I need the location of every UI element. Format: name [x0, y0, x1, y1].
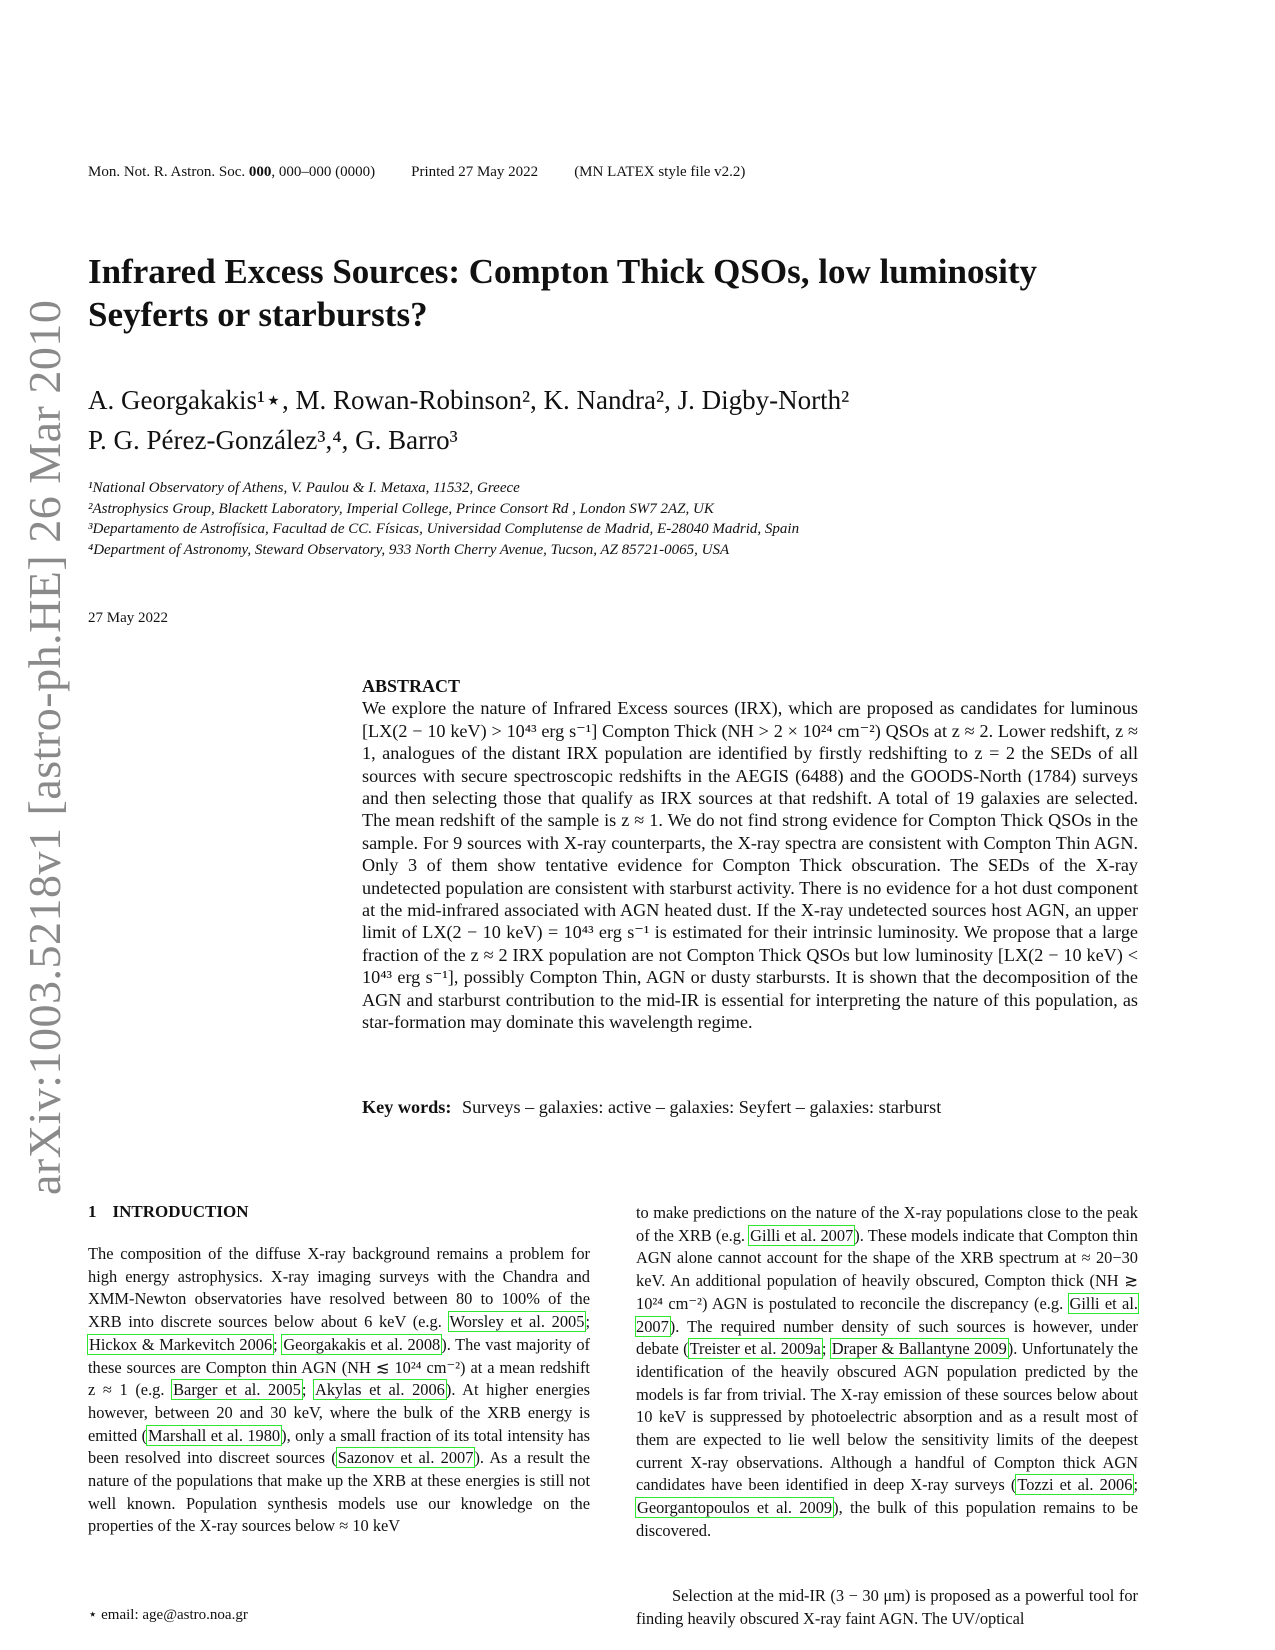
- body-text: ). The vast majority of these sources are Compton thin AGN (NH ≲ 10²⁴ cm⁻²) at a mean redshift z ≈ 1 (e.g.: [88, 1334, 590, 1400]
- footnote: ⋆ email: age@astro.noa.gr: [88, 1607, 248, 1623]
- body-text: ;: [821, 1339, 831, 1359]
- body-text: ). The required number density of such sources is however, under debate (: [636, 1316, 1138, 1359]
- citation-link[interactable]: Marshall et al. 1980: [148, 1425, 281, 1445]
- citation-link[interactable]: Draper & Ballantyne 2009: [831, 1339, 1007, 1359]
- affiliation-1: ¹National Observatory of Athens, V. Paulou & I. Metaxa, 11532, Greece: [88, 480, 520, 496]
- citation-link[interactable]: Georgakakis et al. 2008: [283, 1334, 441, 1354]
- citation-link[interactable]: Sazonov et al. 2007: [337, 1448, 474, 1468]
- volume: 000: [248, 164, 272, 180]
- abstract-block: [362, 675, 1138, 1034]
- body-text: ), the bulk of this population remains to be discovered.: [636, 1498, 1138, 1540]
- body-text: ;: [273, 1334, 283, 1354]
- body-text: The composition of the diffuse X-ray background remains a problem for high energy astrophysics. X-ray imaging surveys with the Chandra and XMM-Newton observatories have resolved between 80 to 100% of the XRB into discrete sources below about 6 keV (e.g.: [88, 1244, 590, 1332]
- section-number: 1: [88, 1202, 97, 1221]
- arxiv-stamp: arXiv:1003.5218v1 [astro-ph.HE] 26 Mar 2010: [19, 299, 70, 1195]
- affiliations: [88, 478, 1188, 560]
- abstract-heading: ABSTRACT: [362, 676, 461, 696]
- affiliation-4: ⁴Department of Astronomy, Steward Observatory, 933 North Cherry Avenue, Tucson, AZ 85721-0065, USA: [88, 541, 730, 558]
- printed-date: Printed 27 May 2022: [411, 164, 539, 180]
- abstract-text: We explore the nature of Infrared Excess sources (IRX), which are proposed as candidates for luminous [LX(2 − 10 keV) > 10⁴³ erg s⁻¹] Compton Thick (NH > 2 × 10²⁴ cm⁻²) QSOs at z ≈ 2. Lower redshift, z ≈ 1, analogues of the distant IRX population are identified by firstly redshifting to z = 2 the SEDs of all sources with secure spectroscopic redshifts in the AEGIS (6488) and the GOODS-North (1784) surveys and then selecting those that qualify as IRX sources at that redshift. A total of 19 galaxies are selected. The mean redshift of the sample is z ≈ 1. We do not find strong evidence for Compton Thick QSOs in the sample. For 9 sources with X-ray counterparts, the X-ray spectra are consistent with Compton Thin AGN. Only 3 of them show tentative evidence for Compton Thick obscuration. The SEDs of the X-ray undetected population are consistent with starburst activity. There is no evidence for a hot dust component at the mid-infrared associated with AGN heated dust. If the X-ray undetected sources host AGN, an upper limit of LX(2 − 10 keV) = 10⁴³ erg s⁻¹ is estimated for their intrinsic luminosity. We propose that a large fraction of the z ≈ 2 IRX population are not Compton Thick QSOs but low luminosity [LX(2 − 10 keV) < 10⁴³ erg s⁻¹], possibly Compton Thin, AGN or dusty starbursts. It is shown that the decomposition of the AGN and starburst contribution to the mid-IR is essential for interpreting the nature of this population, as star-formation may dominate this wavelength regime.: [362, 698, 1138, 1033]
- section-heading: [88, 1202, 249, 1222]
- intro-left-column: [88, 1243, 590, 1538]
- journal-name: Mon. Not. R. Astron. Soc.: [88, 164, 249, 180]
- keywords-text: Surveys – galaxies: active – galaxies: Seyfert – galaxies: starburst: [461, 1097, 942, 1117]
- citation-link[interactable]: Tozzi et al. 2006: [1017, 1475, 1133, 1495]
- section-title: INTRODUCTION: [112, 1202, 249, 1221]
- citation-link[interactable]: Treister et al. 2009a: [689, 1339, 821, 1359]
- authors-line-2: P. G. Pérez-González³,⁴, G. Barro³: [88, 425, 458, 455]
- body-text: ). At higher energies however, between 20 and 30 keV, where the bulk of the XRB energy is emitted (: [88, 1380, 590, 1445]
- authors-line-1: A. Georgakakis¹⋆, M. Rowan-Robinson², K. Nandra², J. Digby-North²: [88, 385, 850, 415]
- body-text: ;: [301, 1380, 315, 1400]
- keywords-label: Key words:: [362, 1097, 452, 1117]
- body-text: ). Unfortunately the identification of the heavily obscured AGN population predicted by the models is far from trivial. The X-ray emission of these sources below about 10 keV is suppressed by photoelectric absorption and as a result most of them are expected to lie well below the sensitivity limits of the deepest current X-ray observations. Although a handful of Compton thick AGN candidates have been identified in deep X-ray surveys (: [636, 1339, 1139, 1495]
- body-text: ;: [1133, 1475, 1138, 1495]
- body-text: ). As a result the nature of the populations that make up the XRB at these energies is still not well known. Population synthesis models use our knowledge on the properties of the X-ray sources below ≈ 10 keV: [88, 1448, 590, 1536]
- citation-link[interactable]: Akylas et al. 2006: [315, 1380, 445, 1400]
- author-list: [88, 380, 1138, 460]
- affiliation-2: ²Astrophysics Group, Blackett Laboratory, Imperial College, Prince Consort Rd , London SW7 2AZ, UK: [88, 500, 714, 517]
- intro-right-column: [636, 1202, 1138, 1543]
- body-text: ;: [585, 1312, 590, 1332]
- body-text: ), only a small fraction of its total intensity has been resolved into discreet sources (: [88, 1425, 591, 1468]
- citation-link[interactable]: Barger et al. 2005: [173, 1380, 301, 1400]
- running-head: [88, 164, 745, 181]
- intro-paragraph-2: Selection at the mid-IR (3 − 30 μm) is proposed as a powerful tool for finding heavily obscured X-ray faint AGN. The UV/optical: [636, 1586, 1138, 1628]
- affiliation-3: ³Departamento de Astrofísica, Facultad de CC. Físicas, Universidad Complutense de Madrid, E-28040 Madrid, Spain: [88, 521, 800, 537]
- citation-link[interactable]: Gilli et al. 2007: [750, 1225, 854, 1245]
- citation-link[interactable]: Gilli et al. 2007: [636, 1293, 1138, 1336]
- body-text: to make predictions on the nature of the X-ray populations close to the peak of the XRB (e.g.: [636, 1203, 1138, 1245]
- citation-link[interactable]: Georgantopoulos et al. 2009: [637, 1498, 833, 1518]
- citation-link[interactable]: Hickox & Markevitch 2006: [89, 1334, 273, 1354]
- paper-date: 27 May 2022: [88, 610, 168, 626]
- style-file: (MN LATEX style file v2.2): [574, 164, 746, 180]
- keywords: [362, 1097, 1138, 1118]
- pages: , 000–000 (0000): [271, 164, 376, 180]
- paper-title: Infrared Excess Sources: Compton Thick QSOs, low luminosity Seyferts or starbursts?: [88, 252, 1037, 334]
- citation-link[interactable]: Worsley et al. 2005: [449, 1312, 585, 1332]
- body-text: ). These models indicate that Compton thin AGN alone cannot account for the shape of the XRB spectrum at ≈ 20−30 keV. An additional population of heavily obscured, Compton thick (NH ≳ 10²⁴ cm⁻²) AGN is postulated to reconcile the discrepancy (e.g.: [636, 1225, 1138, 1313]
